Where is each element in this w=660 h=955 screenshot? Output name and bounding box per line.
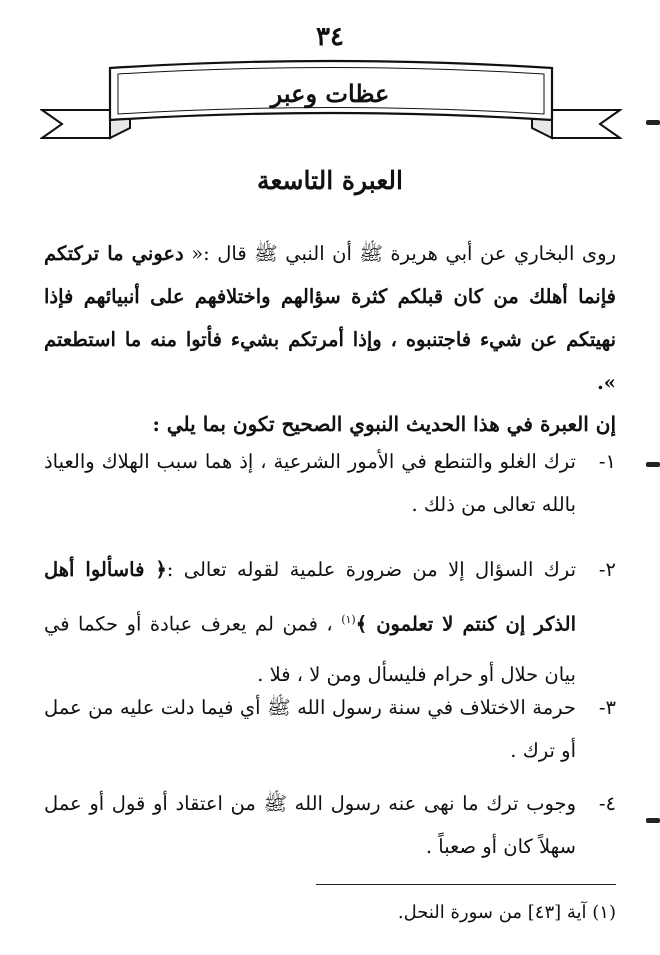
item-number: ١- — [598, 450, 616, 473]
list-item — [44, 440, 616, 526]
item-number: ٢- — [598, 558, 616, 581]
footnote-divider — [316, 884, 616, 885]
item-text — [44, 545, 576, 700]
binding-mark — [646, 462, 660, 467]
hadith-paragraph — [44, 232, 616, 404]
item-text-after: ، فمن لم يعرف عبادة أو حكما في بيان حلال أو حرام فليسأل ومن لا ، فلا . — [44, 612, 576, 686]
footnote: (١) آية [٤٣] من سورة النحل. — [397, 902, 616, 923]
banner-title: عظات وعبر — [270, 79, 390, 108]
item-number: ٣- — [598, 696, 616, 719]
binding-mark — [646, 818, 660, 823]
item-text-before: ترك السؤال إلا من ضرورة علمية لقوله تعالى : — [166, 558, 576, 581]
item-text: حرمة الاختلاف في سنة رسول الله ﷺ أي فيما دلت عليه من عمل أو ترك . — [44, 696, 576, 762]
hadith-quote: دعوني ما تركتكم فإنما أهلك من كان قبلكم كثرة سؤالهم واختلافهم على أنبيائهم فإذا نهيتكم عن شيء فاجتنبوه ، وإذا أمرتكم بشيء فأتوا منه ما استطعتم ». — [44, 242, 616, 394]
item-number: ٤- — [598, 792, 616, 815]
lesson-heading: إن العبرة في هذا الحديث النبوي الصحيح تكون بما يلي : — [152, 412, 616, 436]
hadith-narration: روى البخاري عن أبي هريرة ﷺ أن النبي ﷺ قال :« — [183, 242, 616, 265]
item-text: وجوب ترك ما نهى عنه رسول الله ﷺ من اعتقاد أو قول أو عمل سهلاً كان أو صعباً . — [44, 792, 576, 858]
list-item — [44, 782, 616, 868]
footnote-ref: (١) — [341, 613, 356, 626]
item-text: ترك الغلو والتنطع في الأمور الشرعية ، إذ هما سبب الهلاك والعياذ بالله تعالى من ذلك . — [44, 450, 576, 516]
page-number: ٣٤ — [316, 22, 344, 52]
list-item — [44, 686, 616, 772]
section-title: العبرة التاسعة — [257, 166, 403, 195]
quran-verse: ﴿ فاسألوا أهل الذكر إن كنتم لا تعلمون ﴾ — [44, 558, 576, 636]
binding-mark — [646, 120, 660, 125]
list-item — [44, 545, 616, 700]
